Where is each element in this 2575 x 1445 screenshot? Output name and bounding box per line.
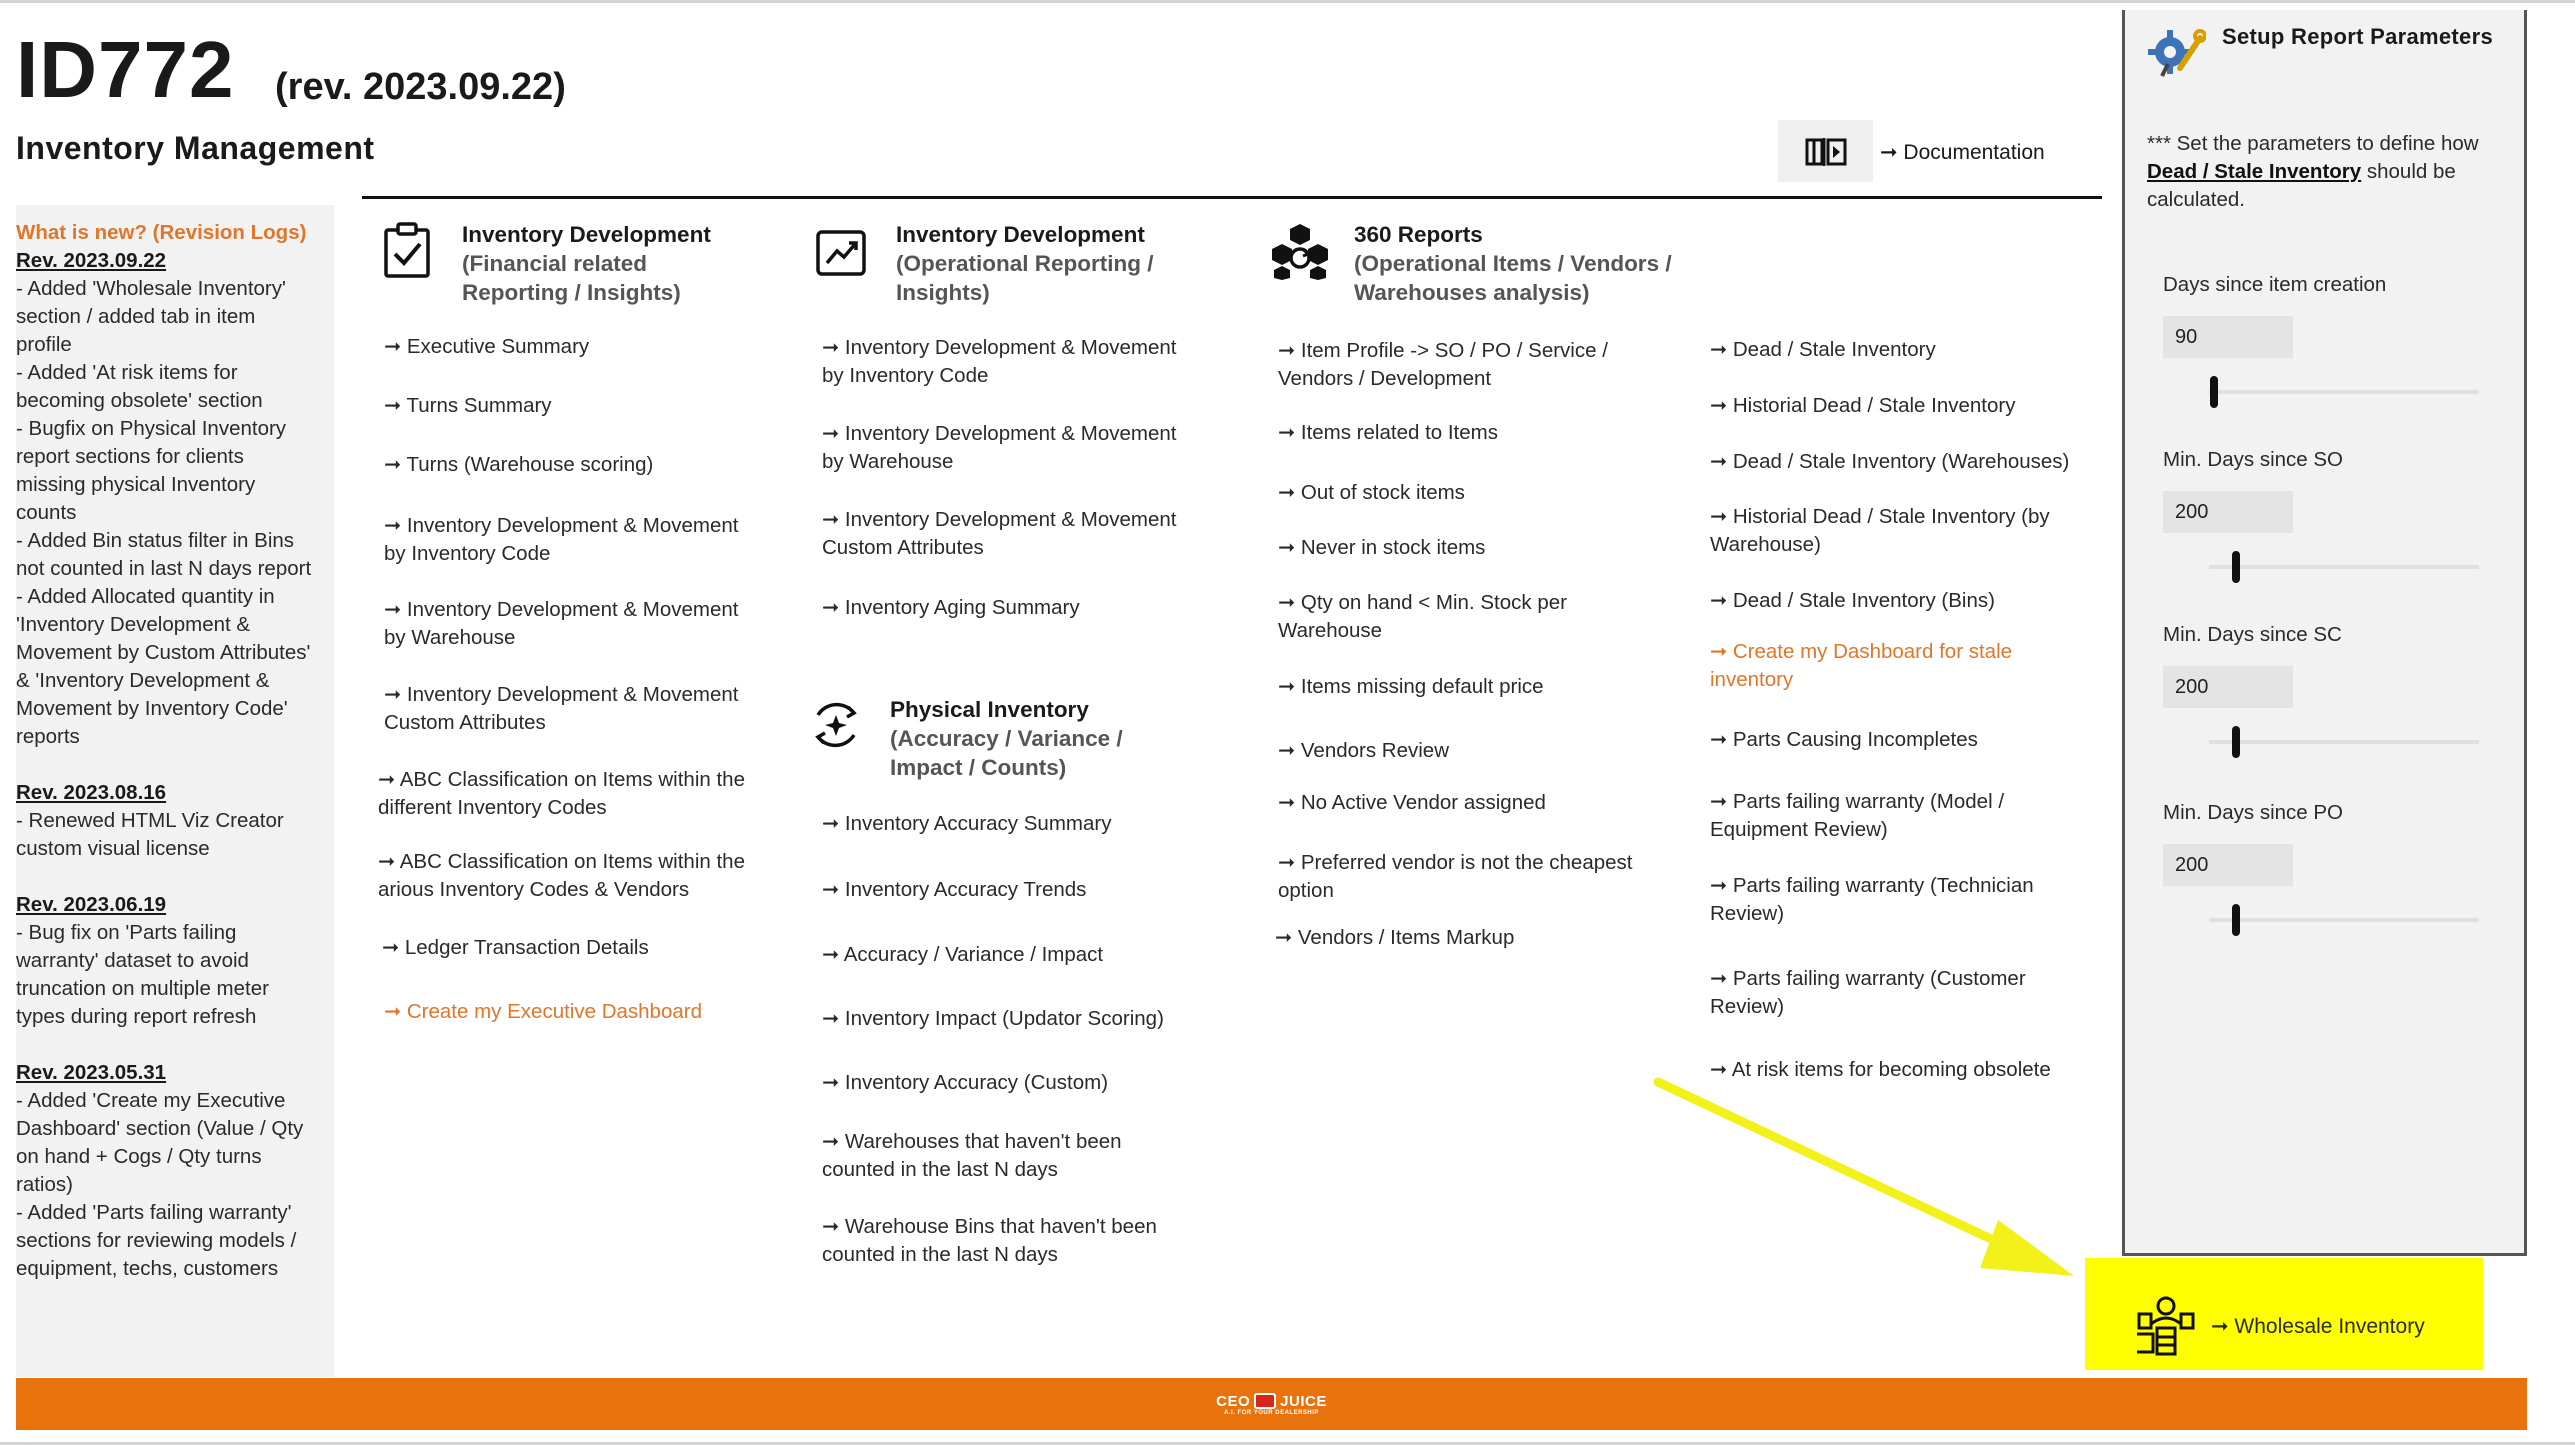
revision-line: Dashboard' section (Value / Qty	[16, 1117, 304, 1140]
page-title: Inventory Management	[16, 130, 375, 166]
section-physical	[806, 695, 1123, 782]
desc-mid: should be	[2361, 160, 2456, 183]
link-no-active-vendor[interactable]: ➞ No Active Vendor assigned	[1278, 791, 1546, 814]
revision-line: - Bug fix on 'Parts failing	[16, 921, 237, 944]
cubes-network-icon	[1270, 220, 1330, 280]
section-title: 360 Reports	[1354, 222, 1483, 247]
revision-line: Movement by Inventory Code'	[16, 697, 288, 720]
clipboard-check-icon	[378, 220, 438, 280]
link-line: ➞ Parts failing warranty (Model /	[1710, 790, 2005, 813]
link-inv-dev-code[interactable]	[384, 512, 738, 568]
header-divider	[362, 196, 2102, 199]
link-abc-codes[interactable]	[378, 766, 745, 822]
slider-item-creation[interactable]	[2209, 390, 2479, 394]
logo-right: JUICE	[1280, 1392, 1327, 1410]
revision-line: 'Inventory Development &	[16, 613, 251, 636]
revision-log-sidebar	[16, 205, 334, 1377]
section-subtitle: (Financial related	[462, 251, 648, 276]
link-line: ➞ Parts failing warranty (Technician	[1710, 874, 2034, 897]
link-items-related[interactable]: ➞ Items related to Items	[1278, 421, 1498, 444]
revision-title: Rev. 2023.08.16	[16, 781, 167, 804]
section-financial	[378, 220, 711, 307]
link-line: Equipment Review)	[1710, 818, 1888, 841]
revision-line: profile	[16, 333, 72, 356]
section-operational	[812, 220, 1154, 307]
link-historial-dead-stale[interactable]: ➞ Historial Dead / Stale Inventory	[1710, 394, 2016, 417]
revision-line: sections for reviewing models /	[16, 1229, 297, 1252]
link-create-stale-dashboard[interactable]	[1710, 638, 2012, 694]
gear-wrench-icon	[2148, 24, 2206, 80]
revision-title: Rev. 2023.06.19	[16, 893, 167, 916]
section-360-reports	[1270, 220, 1672, 307]
tv-icon	[1254, 1393, 1276, 1409]
section-subtitle: Warehouses analysis)	[1354, 280, 1590, 305]
link-accuracy-custom[interactable]: ➞ Inventory Accuracy (Custom)	[822, 1071, 1109, 1094]
link-dead-stale-bins[interactable]: ➞ Dead / Stale Inventory (Bins)	[1710, 589, 1995, 612]
slider-days-so[interactable]	[2209, 565, 2479, 569]
link-line: by Warehouse	[384, 626, 516, 649]
link-line: ➞ Inventory Development & Movement	[822, 336, 1177, 359]
wholesale-inventory-highlight[interactable]	[2085, 1258, 2483, 1370]
revision-line: warranty' dataset to avoid	[16, 949, 249, 972]
wholesale-inventory-link: ➞ Wholesale Inventory	[2211, 1315, 2425, 1338]
highlight-arrow	[1650, 1070, 2090, 1290]
link-create-executive-dashboard[interactable]: ➞ Create my Executive Dashboard	[384, 1000, 702, 1023]
revision-line: truncation on multiple meter	[16, 977, 269, 1000]
trend-chart-icon	[812, 220, 872, 280]
link-line: ➞ Qty on hand < Min. Stock per	[1278, 591, 1567, 614]
link-out-of-stock[interactable]: ➞ Out of stock items	[1278, 481, 1465, 504]
revision-line: Movement by Custom Attributes'	[16, 641, 311, 664]
link-qty-below-min[interactable]	[1278, 589, 1567, 645]
link-line: ➞ Create my Dashboard for stale	[1710, 640, 2013, 663]
link-line: by Inventory Code	[384, 542, 551, 565]
section-title: Inventory Development	[462, 222, 711, 247]
section-subtitle: (Accuracy / Variance /	[890, 726, 1123, 751]
section-subtitle: Reporting / Insights)	[462, 280, 681, 305]
link-line: counted in the last N days	[822, 1158, 1058, 1181]
link-line: ➞ Inventory Development & Movement	[822, 422, 1177, 445]
link-warranty-technician[interactable]	[1710, 872, 2034, 928]
link-item-profile[interactable]	[1278, 337, 1608, 393]
link-line: ➞ Inventory Development & Movement	[384, 683, 739, 706]
dead-stale-link[interactable]: Dead / Stale Inventory	[2147, 160, 2362, 183]
report-id: ID772	[16, 25, 235, 114]
link-warranty-customer[interactable]	[1710, 965, 2026, 1021]
param-label-days-sc: Min. Days since SC	[2163, 623, 2342, 646]
warehouse-worker-icon	[2135, 1294, 2197, 1356]
section-subtitle: Insights)	[896, 280, 990, 305]
revision-line: ratios)	[16, 1173, 73, 1196]
desc-line: calculated.	[2147, 188, 2246, 211]
revision-line: - Added Bin status filter in Bins	[16, 529, 295, 552]
param-input-item-creation[interactable]	[2163, 316, 2293, 358]
revision-title: Rev. 2023.05.31	[16, 1061, 167, 1084]
link-line: ➞ ABC Classification on Items within the	[378, 768, 745, 791]
section-subtitle: (Operational Reporting /	[896, 251, 1154, 276]
slider-thumb[interactable]	[2232, 726, 2240, 758]
section-subtitle: Impact / Counts)	[890, 755, 1067, 780]
link-line: by Inventory Code	[822, 364, 989, 387]
section-subtitle: (Operational Items / Vendors /	[1354, 251, 1672, 276]
link-op-inv-dev-code[interactable]	[822, 334, 1176, 390]
link-line: by Warehouse	[822, 450, 954, 473]
link-line: Custom Attributes	[822, 536, 984, 559]
book-play-icon	[1804, 134, 1848, 168]
link-parts-incompletes[interactable]: ➞ Parts Causing Incompletes	[1710, 728, 1978, 751]
revision-line: - Added Allocated quantity in	[16, 585, 275, 608]
revision-title: Rev. 2023.09.22	[16, 249, 167, 272]
link-op-inv-dev-warehouse[interactable]	[822, 420, 1176, 476]
param-label-days-so: Min. Days since SO	[2163, 448, 2343, 471]
revision-line: - Added 'Create my Executive	[16, 1089, 286, 1112]
parameters-description	[2147, 130, 2517, 214]
parameters-panel	[2122, 10, 2527, 1256]
link-line: option	[1278, 879, 1334, 902]
revision-line: & 'Inventory Development &	[16, 669, 270, 692]
link-turns-warehouse[interactable]: ➞ Turns (Warehouse scoring)	[384, 453, 654, 476]
revision-line: types during report refresh	[16, 1005, 257, 1028]
logo-tagline: A.I. FOR YOUR DEALERSHIP	[1224, 1409, 1319, 1416]
link-inv-dev-warehouse[interactable]	[384, 596, 738, 652]
link-bins-not-counted[interactable]	[822, 1213, 1157, 1269]
link-line: ➞ Item Profile -> SO / PO / Service /	[1278, 339, 1608, 362]
revision-line: reports	[16, 725, 80, 748]
link-line: ➞ Inventory Development & Movement	[384, 514, 739, 537]
slider-thumb[interactable]	[2232, 551, 2240, 583]
parameters-title: Setup Report Parameters	[2222, 24, 2493, 49]
revision-line: - Bugfix on Physical Inventory	[16, 417, 287, 440]
revision-line: missing physical Inventory	[16, 473, 256, 496]
param-input-days-so[interactable]	[2163, 491, 2293, 533]
revision-line: becoming obsolete' section	[16, 389, 263, 412]
link-vendors-review[interactable]: ➞ Vendors Review	[1278, 739, 1450, 762]
link-inventory-impact[interactable]: ➞ Inventory Impact (Updator Scoring)	[822, 1007, 1164, 1030]
link-line: Vendors / Development	[1278, 367, 1492, 390]
slider-days-po[interactable]	[2209, 918, 2479, 922]
link-line: inventory	[1710, 668, 1794, 691]
link-line: counted in the last N days	[822, 1243, 1058, 1266]
revision-line: on hand + Cogs / Qty turns	[16, 1145, 262, 1168]
cycle-sparkle-icon	[806, 695, 866, 755]
desc-line-2	[2147, 158, 2517, 186]
documentation-icon-button[interactable]	[1778, 120, 1873, 182]
link-accuracy-variance[interactable]: ➞ Accuracy / Variance / Impact	[822, 943, 1104, 966]
link-line: Custom Attributes	[384, 711, 546, 734]
link-missing-price[interactable]: ➞ Items missing default price	[1278, 675, 1544, 698]
link-line: ➞ Warehouse Bins that haven't been	[822, 1215, 1157, 1238]
revision-line: - Added 'Wholesale Inventory'	[16, 277, 286, 300]
documentation-link[interactable]: ➞ Documentation	[1880, 141, 2045, 164]
link-never-in-stock[interactable]: ➞ Never in stock items	[1278, 536, 1486, 559]
desc-line: *** Set the parameters to define how	[2147, 132, 2479, 155]
link-line: ➞ Preferred vendor is not the cheapest	[1278, 851, 1633, 874]
link-executive-summary[interactable]: ➞ Executive Summary	[384, 335, 590, 358]
link-at-risk-obsolete[interactable]: ➞ At risk items for becoming obsolete	[1710, 1058, 2051, 1081]
link-historial-dead-stale-warehouse[interactable]	[1710, 503, 2050, 559]
param-input-days-sc[interactable]	[2163, 666, 2293, 708]
revision-line: - Renewed HTML Viz Creator	[16, 809, 284, 832]
link-turns-summary[interactable]: ➞ Turns Summary	[384, 394, 552, 417]
slider-days-sc[interactable]	[2209, 740, 2479, 744]
footer-bar	[16, 1378, 2527, 1430]
link-ledger-transactions[interactable]: ➞ Ledger Transaction Details	[382, 936, 649, 959]
revision-line: equipment, techs, customers	[16, 1257, 279, 1280]
report-revision: (rev. 2023.09.22)	[275, 66, 566, 108]
link-line: ➞ Warehouses that haven't been	[822, 1130, 1122, 1153]
ceojuice-logo	[1216, 1393, 1327, 1416]
link-line: arious Inventory Codes & Vendors	[378, 878, 690, 901]
whats-new-heading[interactable]: What is new? (Revision Logs)	[16, 221, 307, 244]
section-title: Physical Inventory	[890, 697, 1089, 722]
revision-line: report sections for clients	[16, 445, 244, 468]
link-line: Warehouse)	[1710, 533, 1821, 556]
link-line: Review)	[1710, 902, 1785, 925]
revision-line: not counted in last N days report	[16, 557, 312, 580]
slider-thumb[interactable]	[2210, 376, 2218, 408]
link-warranty-model[interactable]	[1710, 788, 2004, 844]
link-line: ➞ Parts failing warranty (Customer	[1710, 967, 2026, 990]
slider-thumb[interactable]	[2232, 904, 2240, 936]
link-abc-vendors[interactable]	[378, 848, 745, 904]
link-line: ➞ ABC Classification on Items within the	[378, 850, 745, 873]
section-title: Inventory Development	[896, 222, 1145, 247]
link-line: ➞ Inventory Development & Movement	[822, 508, 1177, 531]
revision-line: - Added 'Parts failing warranty'	[16, 1201, 292, 1224]
param-label-days-po: Min. Days since PO	[2163, 801, 2343, 824]
revision-line: - Added 'At risk items for	[16, 361, 238, 384]
revision-line: custom visual license	[16, 837, 210, 860]
revision-line: section / added tab in item	[16, 305, 256, 328]
param-input-days-po[interactable]	[2163, 844, 2293, 886]
link-line: ➞ Historial Dead / Stale Inventory (by	[1710, 505, 2050, 528]
revision-line: counts	[16, 501, 77, 524]
link-line: Review)	[1710, 995, 1785, 1018]
link-inv-dev-custom[interactable]	[384, 681, 738, 737]
link-warehouses-not-counted[interactable]	[822, 1128, 1122, 1184]
link-dead-stale[interactable]: ➞ Dead / Stale Inventory	[1710, 338, 1936, 361]
param-label-item-creation: Days since item creation	[2163, 273, 2387, 296]
link-accuracy-summary[interactable]: ➞ Inventory Accuracy Summary	[822, 812, 1112, 835]
link-preferred-vendor[interactable]	[1278, 849, 1633, 905]
link-accuracy-trends[interactable]: ➞ Inventory Accuracy Trends	[822, 878, 1087, 901]
link-line: Warehouse	[1278, 619, 1383, 642]
link-inventory-aging[interactable]: ➞ Inventory Aging Summary	[822, 596, 1080, 619]
link-line: different Inventory Codes	[378, 796, 607, 819]
link-line: ➞ Inventory Development & Movement	[384, 598, 739, 621]
link-op-inv-dev-custom[interactable]	[822, 506, 1176, 562]
link-vendors-markup[interactable]: ➞ Vendors / Items Markup	[1275, 926, 1515, 949]
logo-left: CEO	[1216, 1392, 1251, 1410]
link-dead-stale-warehouses[interactable]: ➞ Dead / Stale Inventory (Warehouses)	[1710, 450, 2070, 473]
